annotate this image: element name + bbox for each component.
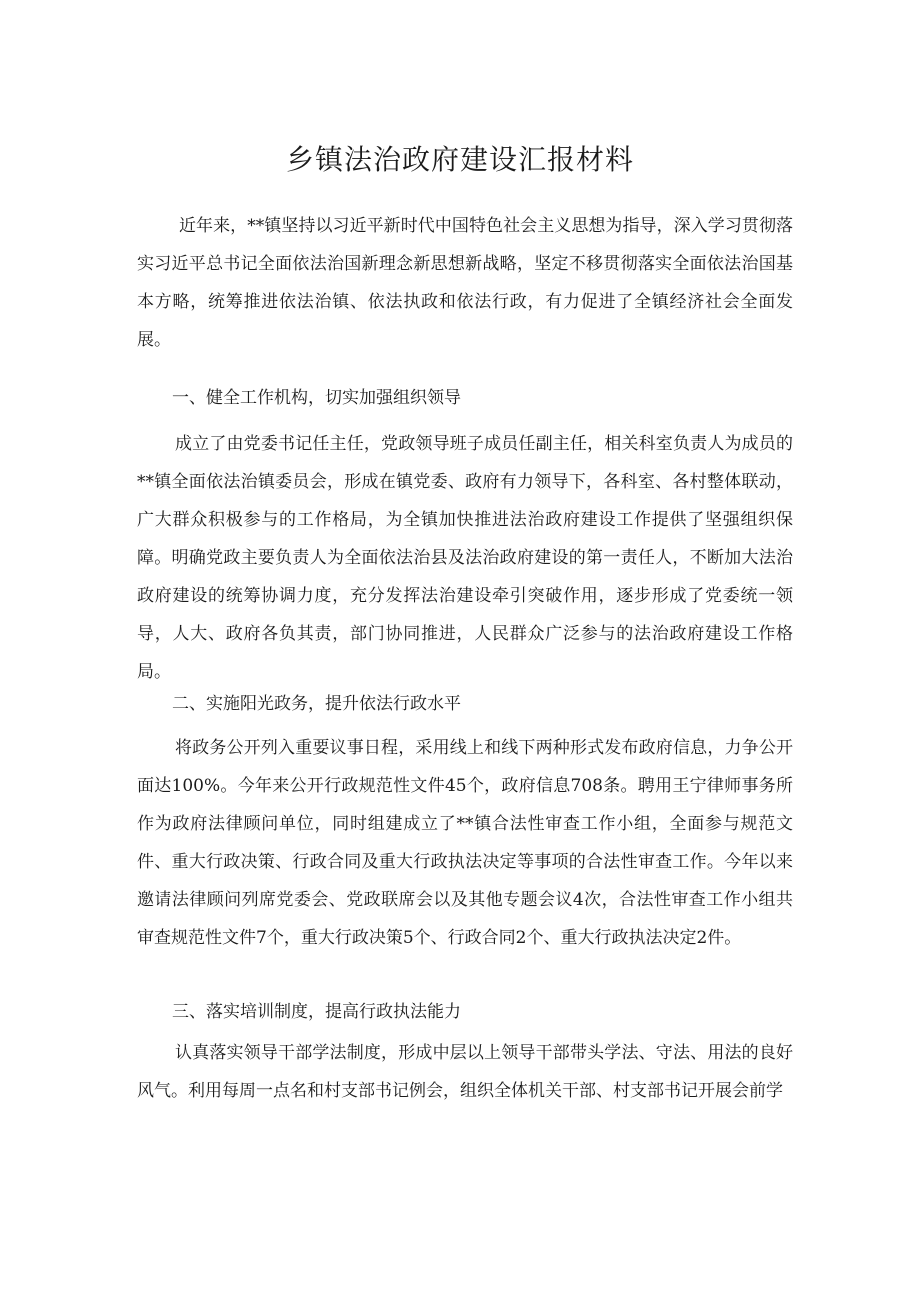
section-1-heading: 一、健全工作机构，切实加强组织领导 (172, 388, 461, 408)
section-3-heading: 三、落实培训制度，提高行政执法能力 (172, 1002, 461, 1022)
section-2-heading: 二、实施阳光政务，提升依法行政水平 (172, 694, 461, 714)
document-title: 乡镇法治政府建设汇报材料 (285, 143, 634, 176)
section-3-paragraph: 认真落实领导干部学法制度，形成中层以上领导干部带头学法、守法、用法的良好风气。利用每周一点名和村支部书记例会，组织全体机关干部、村支部书记开展会前学 (137, 1043, 793, 1101)
section-1-paragraph: 成立了由党委书记任主任，党政领导班子成员任副主任，相关科室负责人为成员的**镇全面依法治镇委员会，形成在镇党委、政府有力领导下，各科室、各村整体联动，广大群众积极参与的工作格局，为全镇加快推进法治政府建设工作提供了坚强组织保障。明确党政主要负责人为全面依法治县及法治政府建设的第一责任人，不断加大法治政府建设的统筹协调力度，充分发挥法治建设牵引突破作用，逐步形成了党委统一领导，人大、政府各负其责，部门协同推进，人民群众广泛参与的法治政府建设工作格局。 (137, 434, 793, 682)
intro-paragraph: 近年来，**镇坚持以习近平新时代中国特色社会主义思想为指导，深入学习贯彻落实习近平总书记全面依法治国新理念新思想新战略，坚定不移贯彻落实全面依法治国基本方略，统筹推进依法治镇、依法执政和依法行政，有力促进了全镇经济社会全面发展。 (137, 216, 793, 350)
section-2-paragraph: 将政务公开列入重要议事日程，采用线上和线下两种形式发布政府信息，力争公开面达100%。今年来公开行政规范性文件45个，政府信息708条。聘用王宁律师事务所作为政府法律顾问单位，同时组建成立了**镇合法性审查工作小组，全面参与规范文件、重大行政决策、行政合同及重大行政执法决定等事项的合法性审查工作。今年以来邀请法律顾问列席党委会、党政联席会以及其他专题会议4次，合法性审查工作小组共审查规范性文件7个，重大行政决策5个、行政合同2个、重大行政执法决定2件。 (137, 738, 793, 948)
